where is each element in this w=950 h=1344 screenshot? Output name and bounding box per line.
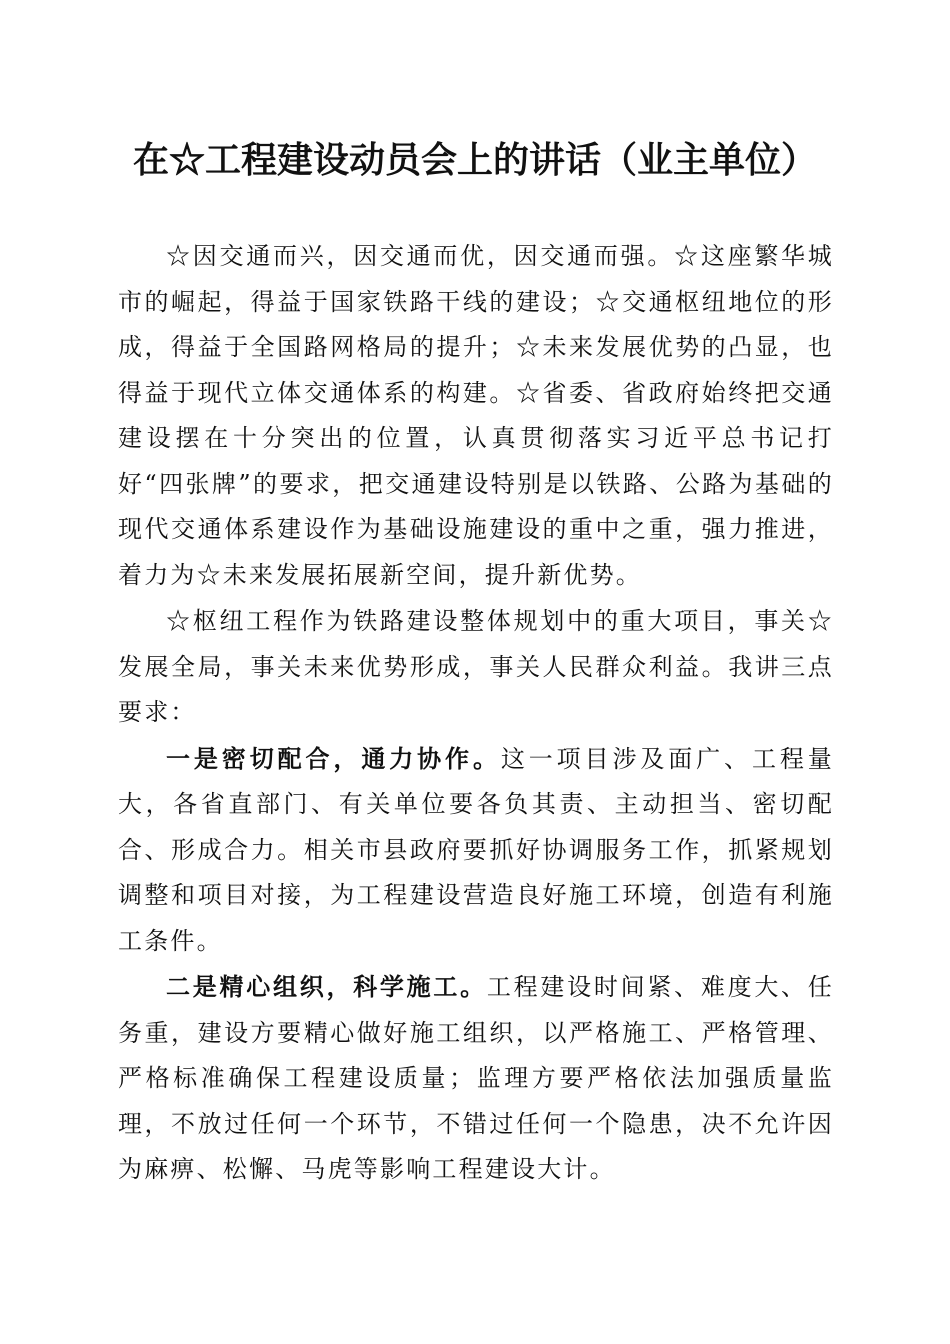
paragraph-3 bbox=[118, 736, 834, 965]
document-title: 在☆工程建设动员会上的讲话（业主单位） bbox=[132, 139, 817, 181]
paragraph-1 bbox=[118, 233, 834, 598]
document-body bbox=[118, 233, 834, 1193]
paragraph-2 bbox=[118, 598, 834, 736]
paragraph-text: 这一项目涉及面广、工程量大，各省直部门、有关单位要各负其责、主动担当、密切配合、形成合力。相关市县政府要抓好协调服务工作，抓紧规划调整和项目对接，为工程建设营造良好施工环境，创造有利施工条件。 bbox=[118, 744, 835, 955]
paragraph-lead-requirement-one: 一是密切配合，通力协作。 bbox=[166, 743, 501, 773]
paragraph-text: ☆因交通而兴，因交通而优，因交通而强。☆这座繁华城市的崛起，得益于国家铁路干线的建设；☆交通枢纽地位的形成，得益于全国路网格局的提升；☆未来发展优势的凸显，也得益于现代立体交通体系的构建。☆省委、省政府始终把交通建设摆在十分突出的位置，认真贯彻落实习近平总书记打好“四张牌”的要求，把交通建设特别是以铁路、公路为基础的现代交通体系建设作为基础设施建设的重中之重，强力推进，着力为☆未来发展拓展新空间，提升新优势。 bbox=[118, 242, 834, 589]
paragraph-lead-requirement-two: 二是精心组织，科学施工。 bbox=[166, 972, 487, 1001]
paragraph-text: ☆枢纽工程作为铁路建设整体规划中的重大项目，事关☆发展全局，事关未来优势形成，事关人民群众利益。我讲三点要求： bbox=[118, 607, 834, 726]
paragraph-4 bbox=[118, 964, 834, 1193]
paragraph-text: 工程建设时间紧、难度大、任务重，建设方要精心做好施工组织，以严格施工、严格管理、严格标准确保工程建设质量；监理方要严格依法加强质量监理，不放过任何一个环节，不错过任何一个隐患，决不允许因为麻痹、松懈、马虎等影响工程建设大计。 bbox=[118, 973, 834, 1183]
